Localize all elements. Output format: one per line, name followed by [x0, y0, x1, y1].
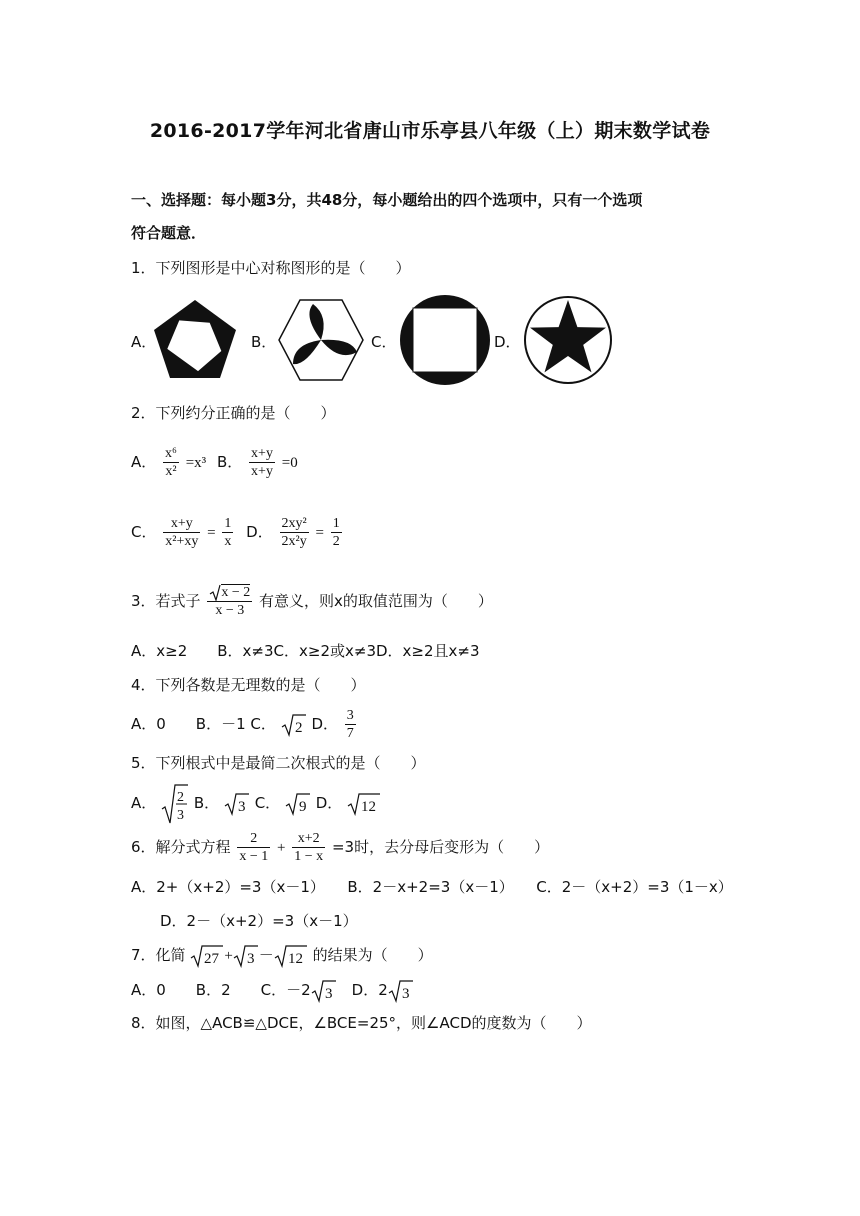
q2-c-result-numerator: 1 [224, 516, 232, 531]
q2-a-denominator: x² [165, 464, 177, 479]
q4-options-text: A．0 B．－1 C． [131, 715, 276, 733]
q7-options [131, 976, 414, 1004]
q7-radicand-1: 27 [204, 950, 220, 967]
q6-stem-suffix: =3时，去分母后变形为（ ） [331, 838, 550, 856]
q6-f1-denominator: x − 1 [239, 849, 269, 864]
sqrt-symbol-icon [285, 792, 311, 816]
square-in-circle-icon [397, 294, 493, 390]
q4-d-numerator: 3 [346, 708, 354, 723]
q2-d-result-fraction [331, 515, 342, 550]
sqrt-symbol-icon [281, 713, 307, 737]
q5-option-b-label: B． [193, 794, 220, 812]
q2-d-result-denominator: 2 [332, 534, 340, 549]
q2-option-b-label: B． [216, 453, 243, 471]
q5-option-c-label: C． [254, 794, 281, 812]
q2-c-numerator: x+y [163, 515, 200, 533]
q5-c-radicand: 9 [298, 798, 307, 815]
q7-radicand-2: 3 [246, 950, 255, 967]
q7-options-text: A．0 B．2 C．－2 [131, 981, 311, 999]
q2-option-b-fraction [249, 445, 275, 480]
q3-fraction [207, 584, 252, 619]
q1-option-d-label: D． [494, 333, 521, 351]
q4-c-radicand: 2 [294, 719, 303, 736]
q5-option-a-label: A． [131, 794, 157, 812]
q7-stem [131, 941, 433, 970]
q4-options [131, 704, 358, 744]
sqrt-symbol-icon [209, 584, 221, 601]
sqrt-symbol-icon [347, 792, 381, 816]
q2-d-denominator: 2x²y [281, 534, 307, 549]
q6-fraction-1 [237, 830, 270, 865]
q8-stem: 8．如图，△ACB≌△DCE，∠BCE=25°，则∠ACD的度数为（ ） [131, 1014, 592, 1032]
q2-option-c-label: C． [131, 523, 157, 541]
q5-b-radicand: 3 [237, 798, 246, 815]
q3-denominator: x − 3 [215, 603, 245, 618]
q2-option-a-label: A． [131, 453, 157, 471]
section-heading-line1: 一、选择题：每小题3分，共48分，每小题给出的四个选项中，只有一个选项 [131, 191, 643, 209]
q6-f2-numerator: x+2 [292, 830, 325, 848]
sqrt-symbol-icon [388, 979, 414, 1003]
q3-stem [131, 580, 493, 622]
q6-options-line2: D．2－（x+2）=3（x－1） [160, 912, 358, 930]
q7-d-radicand: 3 [401, 985, 410, 1002]
q5-option-d-label: D． [315, 794, 343, 812]
q2-options-cd [131, 510, 344, 555]
sqrt-symbol-icon [190, 944, 224, 968]
sqrt-symbol-icon [233, 944, 259, 968]
sqrt-symbol-icon [224, 792, 250, 816]
q4-d-fraction [345, 707, 356, 742]
hexagon-three-leaves-icon [275, 296, 367, 388]
q2-option-d-label: D． [246, 523, 273, 541]
q7-radicand-3: 12 [287, 950, 303, 967]
q7-minus: － [258, 946, 274, 964]
q1-option-b-label: B． [251, 333, 277, 351]
q2-option-c-fraction [163, 515, 200, 550]
q7-plus: + [224, 948, 233, 964]
q2-options-ab [131, 442, 298, 483]
q4-option-d-label: D． [311, 715, 339, 733]
q3-numerator: x − 2 [221, 585, 251, 600]
q2-c-equals: = [207, 525, 216, 541]
q7-option-d-text: D．2 [336, 981, 388, 999]
q2-a-result: =x³ [185, 455, 207, 471]
q6-options-line1: A．2+（x+2）=3（x－1） B．2－x+2=3（x－1） C．2－（x+2）=3（1－x） [131, 878, 733, 896]
q2-d-equals: = [315, 525, 324, 541]
q1-option-c-label: C． [371, 333, 397, 351]
q4-d-denominator: 7 [346, 726, 354, 741]
q7-c-radicand: 3 [324, 985, 333, 1002]
q6-f2-denominator: 1 − x [294, 849, 324, 864]
q6-stem-prefix: 6．解分式方程 [131, 838, 231, 856]
q3-stem-suffix: 有意义，则x的取值范围为（ ） [259, 592, 493, 610]
q6-fraction-2 [292, 830, 325, 865]
q5-a-denominator: 3 [177, 807, 185, 823]
q2-stem: 2．下列约分正确的是（ ） [131, 404, 336, 422]
q2-b-result: =0 [281, 455, 298, 471]
q2-b-denominator: x+y [251, 464, 273, 479]
sqrt-symbol-icon [274, 944, 308, 968]
q6-plus: + [277, 840, 286, 856]
q2-c-denominator: x²+xy [165, 534, 199, 549]
section-heading-line2: 符合题意． [131, 224, 207, 242]
sqrt-symbol-icon [311, 979, 337, 1003]
q2-d-numerator: 2xy² [281, 516, 307, 531]
q4-stem: 4．下列各数是无理数的是（ ） [131, 676, 366, 694]
page-title: 2016-2017学年河北省唐山市乐亭县八年级（上）期末数学试卷 [149, 120, 711, 142]
q2-d-result-numerator: 1 [332, 516, 340, 531]
sqrt-symbol-icon [161, 783, 189, 825]
q6-f1-numerator: 2 [237, 830, 270, 848]
q2-a-numerator: x⁶ [165, 446, 177, 461]
q5-options [131, 782, 381, 825]
star-in-circle-icon [522, 294, 614, 390]
q2-option-d-fraction [280, 515, 309, 550]
q6-stem [131, 826, 549, 869]
q2-option-a-fraction [163, 445, 179, 480]
q7-stem-suffix: 的结果为（ ） [312, 946, 433, 964]
q5-d-radicand: 12 [361, 798, 377, 815]
q2-c-result-fraction [222, 515, 233, 550]
q3-stem-prefix: 3．若式子 [131, 592, 201, 610]
q2-c-result-denominator: x [224, 534, 232, 549]
q7-stem-prefix: 7．化简 [131, 946, 186, 964]
q3-options: A．x≥2 B．x≠3C．x≥2或x≠3D．x≥2且x≠3 [131, 642, 480, 660]
q1-option-a-label: A． [131, 333, 157, 351]
q5-a-numerator: 2 [177, 789, 185, 805]
q1-stem: 1．下列图形是中心对称图形的是（ ） [131, 259, 411, 277]
q5-stem: 5．下列根式中是最简二次根式的是（ ） [131, 754, 426, 772]
pentagon-pattern-icon [150, 296, 240, 386]
q2-b-numerator: x+y [251, 446, 273, 461]
q3-numerator-radical [207, 584, 252, 602]
